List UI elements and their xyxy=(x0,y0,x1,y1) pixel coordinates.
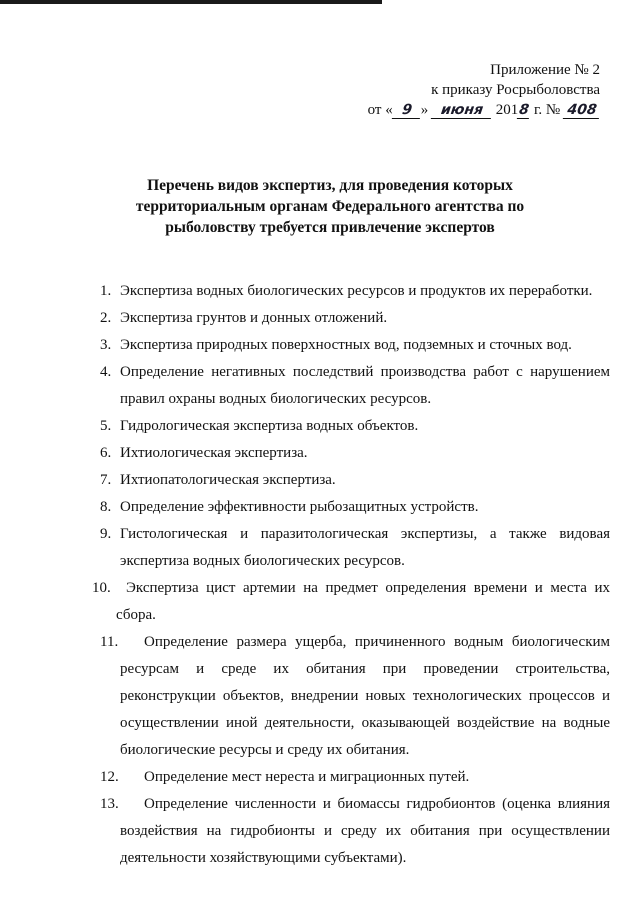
list-item xyxy=(100,332,610,359)
order-date-line xyxy=(270,100,600,120)
item-number: 6. xyxy=(100,445,112,461)
item-text: Гидрологическая экспертиза водных объектов. xyxy=(120,418,419,434)
item-number: 9. xyxy=(100,526,112,542)
item-number: 1. xyxy=(100,283,112,299)
list-item xyxy=(100,359,610,413)
number-prefix: г. № xyxy=(533,102,561,118)
handwritten-day: 9 xyxy=(392,102,422,119)
list-item xyxy=(100,278,610,305)
list-item xyxy=(92,575,610,629)
item-number: 7. xyxy=(100,472,112,488)
list-item xyxy=(100,467,610,494)
item-number: 4. xyxy=(100,364,112,380)
item-number: 12. xyxy=(100,769,119,785)
scan-artifact-line xyxy=(0,0,382,4)
handwritten-year-digit: 8 xyxy=(518,102,531,118)
item-text: Определение мест нереста и миграционных путей. xyxy=(144,769,470,785)
handwritten-month: июня xyxy=(431,102,493,119)
document-title: Перечень видов экспертиз, для проведения которых территориальным органам Федерального агентства по рыболовству требуется привлечение экспертов xyxy=(135,177,525,236)
list-item xyxy=(100,440,610,467)
list-item xyxy=(100,791,610,872)
date-mid: » xyxy=(420,102,429,118)
item-text: Ихтиологическая экспертиза. xyxy=(120,445,308,461)
list-item xyxy=(100,521,610,575)
item-text: Экспертиза цист артемии на предмет определения времени и места их сбора. xyxy=(116,580,610,623)
item-number: 13. xyxy=(100,796,119,812)
list-item xyxy=(100,413,610,440)
year-prefix: 201 xyxy=(495,102,519,118)
appendix-number: Приложение № 2 xyxy=(490,62,600,78)
expertise-list xyxy=(92,278,610,872)
item-text: Экспертиза водных биологических ресурсов и продуктов их переработки. xyxy=(120,283,593,299)
appendix-header xyxy=(270,60,600,120)
item-text: Экспертиза грунтов и донных отложений. xyxy=(120,310,388,326)
item-number: 8. xyxy=(100,499,112,515)
list-item xyxy=(100,629,610,764)
item-text: Экспертиза природных поверхностных вод, подземных и сточных вод. xyxy=(120,337,572,353)
item-text: Определение негативных последствий производства работ с нарушением правил охраны водных биологических ресурсов. xyxy=(120,364,610,407)
item-text: Определение численности и биомассы гидробионтов (оценка влияния воздействия на гидробионты и среду их обитания при осуществлении деятельности хозяйствующими субъектами). xyxy=(120,796,610,866)
item-number: 2. xyxy=(100,310,112,326)
item-number: 11. xyxy=(100,634,119,650)
item-text: Гистологическая и паразитологическая экспертизы, а также видовая экспертиза водных биологических ресурсов. xyxy=(120,526,610,569)
date-prefix: от « xyxy=(367,102,393,118)
item-text: Определение эффективности рыбозащитных устройств. xyxy=(120,499,479,515)
list-item xyxy=(100,305,610,332)
order-reference: к приказу Росрыболовства xyxy=(431,82,600,98)
item-text: Определение размера ущерба, причиненного водным биологическим ресурсам и среде их обитания при проведении строительства, реконструкции объектов, внедрении новых технологических процессов и осуществлении иной деятельности, оказывающей воздействие на водные биологические ресурсы и среду их обитания. xyxy=(120,634,610,758)
list-item xyxy=(100,494,610,521)
handwritten-order-number: 408 xyxy=(563,102,601,119)
item-text: Ихтиопатологическая экспертиза. xyxy=(120,472,336,488)
item-number: 3. xyxy=(100,337,112,353)
item-number: 10. xyxy=(92,580,111,596)
list-item xyxy=(100,764,610,791)
item-number: 5. xyxy=(100,418,112,434)
